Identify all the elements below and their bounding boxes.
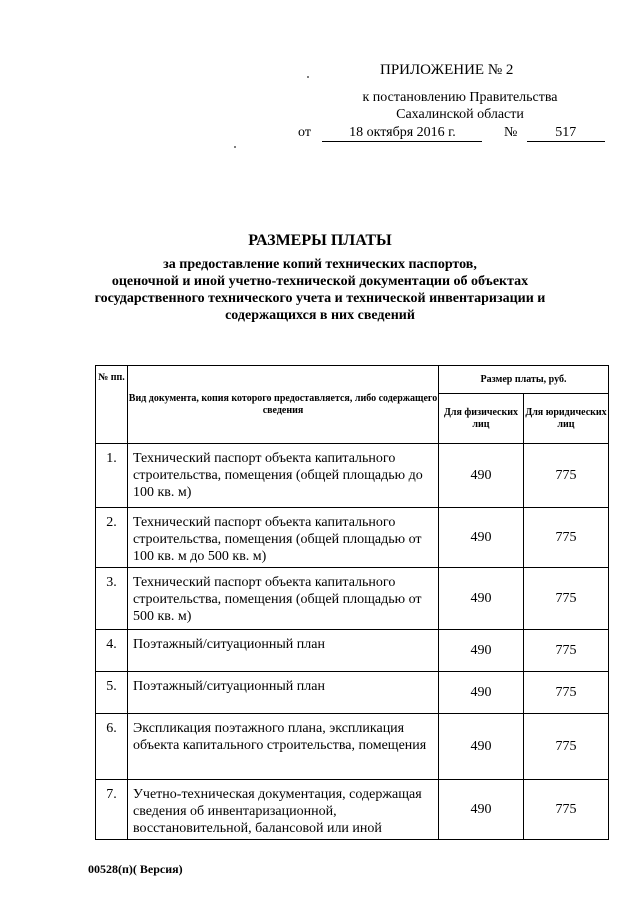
column-header-document: Вид документа, копия которого предоставляется, либо содержащего сведения <box>128 366 439 444</box>
row-number: 1. <box>96 444 128 508</box>
fee-individuals: 490 <box>439 672 524 714</box>
fee-individuals: 490 <box>439 444 524 508</box>
table-row <box>96 630 609 672</box>
document-title: РАЗМЕРЫ ПЛАТЫ <box>248 232 392 249</box>
fee-individuals: 490 <box>439 568 524 630</box>
subtitle-line-1: за предоставление копий технических паспортов, <box>163 257 477 272</box>
table-header-row <box>96 366 609 394</box>
document-type: Технический паспорт объекта капитального строительства, помещения (общей площадью от 500 кв. м) <box>128 568 439 630</box>
column-header-individuals: Для физических лиц <box>439 394 524 444</box>
resolution-reference <box>340 89 580 123</box>
document-type: Учетно-техническая документация, содержащая сведения об инвентаризационной, восстановительной, балансовой или иной <box>128 780 439 840</box>
decree-number: 517 <box>527 125 605 142</box>
fee-legal: 775 <box>524 444 609 508</box>
document-type: Поэтажный/ситуационный план <box>128 672 439 714</box>
table-row <box>96 444 609 508</box>
table-row <box>96 780 609 840</box>
scan-speck <box>307 76 309 78</box>
number-label: № <box>503 125 518 140</box>
fee-legal: 775 <box>524 630 609 672</box>
fee-legal: 775 <box>524 714 609 780</box>
fee-legal: 775 <box>524 672 609 714</box>
row-number: 2. <box>96 508 128 568</box>
column-header-number: № пп. <box>96 366 128 444</box>
table-row <box>96 672 609 714</box>
document-type: Технический паспорт объекта капитального строительства, помещения (общей площадью до 100 кв. м) <box>128 444 439 508</box>
scan-speck <box>234 146 236 148</box>
fee-individuals: 490 <box>439 630 524 672</box>
resolution-line-1: к постановлению Правительства <box>362 90 558 105</box>
row-number: 7. <box>96 780 128 840</box>
document-subtitle <box>60 256 580 324</box>
table-row <box>96 508 609 568</box>
fee-individuals: 490 <box>439 714 524 780</box>
decree-date-number <box>298 125 605 142</box>
document-type: Поэтажный/ситуационный план <box>128 630 439 672</box>
document-code: 00528(п)( Версия) <box>88 862 183 876</box>
resolution-line-2: Сахалинской области <box>396 107 524 122</box>
subtitle-line-3: государственного технического учета и технической инвентаризации и <box>94 291 546 306</box>
appendix-title: ПРИЛОЖЕНИЕ № 2 <box>380 62 514 78</box>
column-header-fee: Размер платы, руб. <box>439 366 609 394</box>
row-number: 6. <box>96 714 128 780</box>
subtitle-line-2: оценочной и иной учетно-технической документации об объектах <box>111 274 529 289</box>
document-type: Экспликация поэтажного плана, экспликация объекта капитального строительства, помещения <box>128 714 439 780</box>
subtitle-line-4: содержащихся в них сведений <box>225 308 415 323</box>
row-number: 5. <box>96 672 128 714</box>
table-row <box>96 568 609 630</box>
fee-legal: 775 <box>524 568 609 630</box>
row-number: 3. <box>96 568 128 630</box>
fee-legal: 775 <box>524 508 609 568</box>
decree-date: 18 октября 2016 г. <box>322 125 482 142</box>
column-header-legal: Для юридических лиц <box>524 394 609 444</box>
fee-legal: 775 <box>524 780 609 840</box>
fee-individuals: 490 <box>439 508 524 568</box>
table-row <box>96 714 609 780</box>
fee-table <box>95 365 609 840</box>
row-number: 4. <box>96 630 128 672</box>
document-type: Технический паспорт объекта капитального строительства, помещения (общей площадью от 100 кв. м до 500 кв. м) <box>128 508 439 568</box>
from-label: от <box>298 125 311 140</box>
fee-individuals: 490 <box>439 780 524 840</box>
